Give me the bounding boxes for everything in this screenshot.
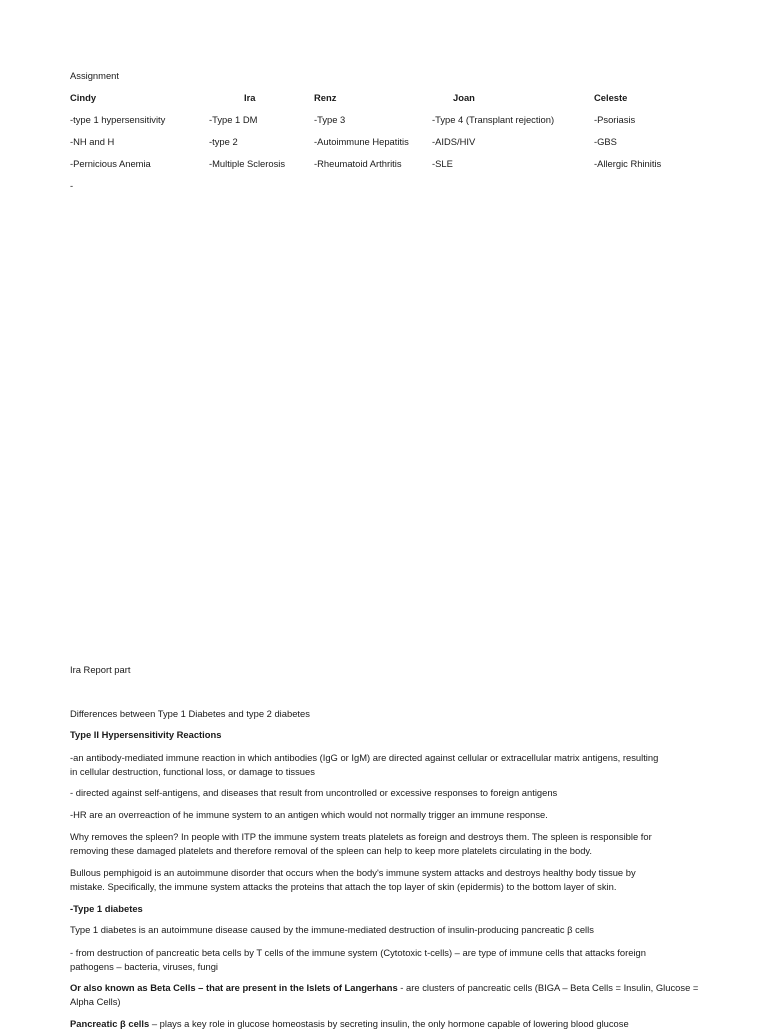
column-header-cindy: Cindy bbox=[70, 92, 97, 103]
celeste-item: -Allergic Rhinitis bbox=[594, 158, 662, 169]
renz-item: -Rheumatoid Arthritis bbox=[314, 158, 402, 169]
paragraph-spleen: Why removes the spleen? In people with ITP the immune system treats platelets as foreign and destroys them. The spleen is responsible for removing these damaged platelets and therefore removal of the spleen can help to keep more platelets circulating in the body. bbox=[70, 831, 652, 856]
paragraph-type1-autoimmune: Type 1 diabetes is an autoimmune disease caused by the immune-mediated destruction of insulin-producing pancreatic β cells bbox=[70, 924, 594, 935]
celeste-item: -GBS bbox=[594, 136, 617, 147]
joan-item: -Type 4 (Transplant rejection) bbox=[432, 114, 555, 125]
ira-item: -Type 1 DM bbox=[209, 114, 258, 125]
column-header-celeste: Celeste bbox=[594, 92, 628, 103]
paragraph-t-cells: - from destruction of pancreatic beta cells by T cells of the immune system (Cytotoxic t-cells) – are type of immune cells that attacks foreign pathogens – bacteria, viruses, fungi bbox=[70, 947, 646, 972]
paragraph-overreaction: -HR are an overreaction of he immune system to an antigen which would not normally trigger an immune response. bbox=[70, 809, 548, 820]
type2-hypersensitivity-heading: Type II Hypersensitivity Reactions bbox=[70, 729, 222, 740]
differences-title: Differences between Type 1 Diabetes and type 2 diabetes bbox=[70, 708, 310, 719]
paragraph-bullous-pemphigoid: Bullous pemphigoid is an autoimmune disorder that occurs when the body's immune system attacks and destroys healthy body tissue by mistake. Specifically, the immune system attacks the proteins that attach the top layer of skin (epidermis) to the bottom layer of skin. bbox=[70, 867, 636, 892]
column-header-renz: Renz bbox=[314, 92, 337, 103]
cindy-item: -type 1 hypersensitivity bbox=[70, 114, 166, 125]
ira-item: -Multiple Sclerosis bbox=[209, 158, 286, 169]
renz-item: -Autoimmune Hepatitis bbox=[314, 136, 409, 147]
celeste-item: -Psoriasis bbox=[594, 114, 636, 125]
cindy-item: - bbox=[70, 180, 74, 191]
cindy-item: -Pernicious Anemia bbox=[70, 158, 151, 169]
type1-diabetes-heading: -Type 1 diabetes bbox=[70, 903, 143, 914]
paragraph-self-antigens: - directed against self-antigens, and diseases that result from uncontrolled or excessive responses to foreign antigens bbox=[70, 787, 558, 798]
paragraph-pancreatic-beta: Pancreatic β cells – plays a key role in glucose homeostasis by secreting insulin, the only hormone capable of lowering blood glucose bbox=[70, 1018, 629, 1029]
beta-cells-rest: - are clusters of pancreatic cells (BIGA – Beta Cells = Insulin, Glucose = bbox=[397, 982, 699, 993]
column-header-joan: Joan bbox=[453, 92, 475, 103]
paragraph-beta-cells: Or also known as Beta Cells – that are present in the Islets of Langerhans - are clusters of pancreatic cells (BIGA – Beta Cells = Insulin, Glucose = Alpha Cells) bbox=[70, 982, 699, 1007]
paragraph-antibody-mediated: -an antibody-mediated immune reaction in which antibodies (IgG or IgM) are directed against cellular or extracellular matrix antigens, resulting in cellular destruction, functional loss, or damage to tissues bbox=[70, 752, 659, 777]
column-header-ira: Ira bbox=[244, 92, 256, 103]
beta-cells-bold: Or also known as Beta Cells – that are present in the Islets of Langerhans bbox=[70, 982, 398, 993]
cindy-item: -NH and H bbox=[70, 136, 115, 147]
renz-item: -Type 3 bbox=[314, 114, 346, 125]
ira-item: -type 2 bbox=[209, 136, 238, 147]
joan-item: -SLE bbox=[432, 158, 453, 169]
joan-item: -AIDS/HIV bbox=[432, 136, 476, 147]
report-title: Ira Report part bbox=[70, 664, 131, 675]
assignment-heading: Assignment bbox=[70, 70, 119, 81]
